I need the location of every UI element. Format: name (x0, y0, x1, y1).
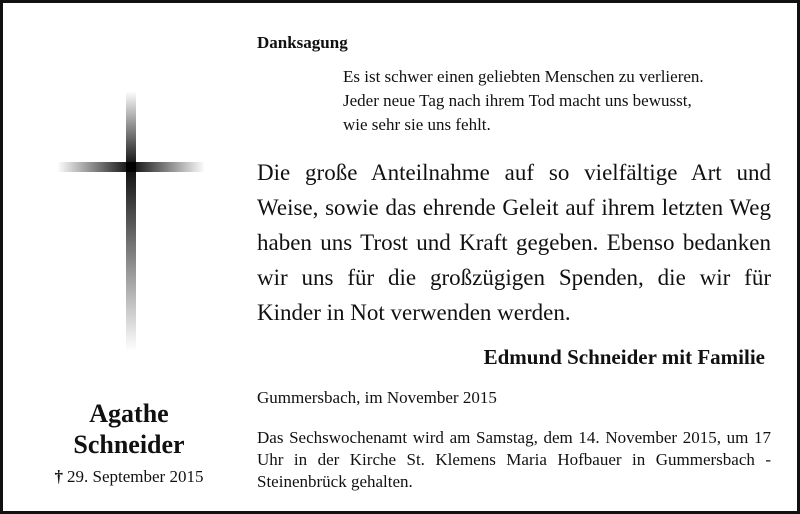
poem-line: wie sehr sie uns fehlt. (343, 115, 491, 134)
poem-line: Jeder neue Tag nach ihrem Tod macht uns bewusst, (343, 91, 692, 110)
poem (343, 65, 773, 137)
poem-line: Es ist schwer einen geliebten Menschen zu verlieren. (343, 67, 704, 86)
thanks-paragraph: Die große Anteilnahme auf so vielfältige Art und Weise, sowie das ehrende Geleit auf ihrem letzten Weg haben uns Trost und Kraft gegeben. Ebenso bedanken wir uns für die großzügigen Spenden, die wir für Kinder in Not verwenden werden. (257, 160, 771, 325)
page-title: Danksagung (257, 33, 348, 52)
deceased-first-name: Agathe (89, 399, 169, 428)
place-and-date: Gummersbach, im November 2015 (257, 388, 497, 407)
death-date-line (3, 467, 255, 487)
memorial-service-notice: Das Sechswochenamt wird am Samstag, dem 14. November 2015, um 17 Uhr in der Kirche St. Klemens Maria Hofbauer in Gummersbach - Steinenbrück gehalten. (257, 428, 771, 491)
deceased-last-name: Schneider (73, 430, 185, 459)
signature: Edmund Schneider mit Familie (483, 345, 765, 369)
memorial-column (3, 3, 255, 511)
cross-icon (57, 91, 205, 351)
dagger-icon: † (54, 467, 64, 486)
death-date: 29. September 2015 (67, 467, 204, 486)
